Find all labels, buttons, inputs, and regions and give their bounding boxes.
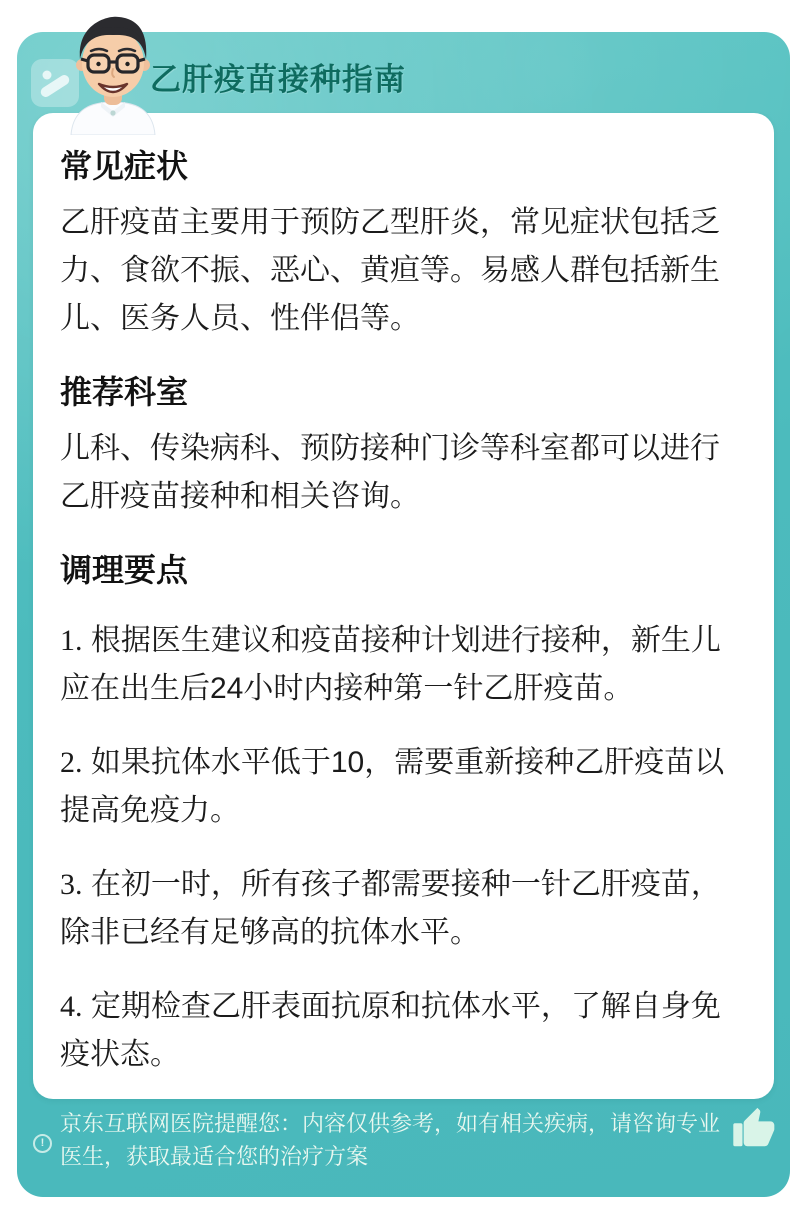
avatar [53,7,173,135]
list-item-3-number: 3. [60,868,83,901]
section-heading-care-points: 调理要点 [60,552,189,588]
section-paragraph-symptoms: 乙肝疫苗主要用于预防乙型肝炎，常见症状包括乏力、食欲不振、恶心、黄疸等。易感人群包括新生儿、医务人员、性伴侣等。 [60,206,720,335]
list-item-3 [60,861,747,957]
section-paragraph-departments: 儿科、传染病科、预防接种门诊等科室都可以进行乙肝疫苗接种和相关咨询。 [60,432,720,513]
list-item-2-number: 2. [60,746,83,779]
list-item-3-text: 在初一时，所有孩子都需要接种一针乙肝疫苗，除非已经有足够高的抗体水平。 [60,868,721,949]
list-item-4-text: 定期检查乙肝表面抗原和抗体水平，了解自身免疫状态。 [60,990,721,1071]
list-item-2-text: 如果抗体水平低于10，需要重新接种乙肝疫苗以提高免疫力。 [60,746,725,827]
message-bubble [17,32,790,1197]
list-item-1-text: 根据医生建议和疫苗接种计划进行接种，新生儿应在出生后24小时内接种第一针乙肝疫苗。 [60,624,721,705]
list-item-1-number: 1. [60,624,83,657]
article-card [33,113,774,1099]
page-title: 乙肝疫苗接种指南 [150,62,406,97]
disclaimer-footer [17,1093,790,1197]
list-item-1 [60,617,747,713]
list-item-2 [60,739,747,835]
disclaimer-text: 京东互联网医院提醒您：内容仅供参考，如有相关疾病，请咨询专业医生，获取最适合您的治疗方案 [60,1111,721,1169]
list-item-4-number: 4. [60,990,83,1023]
thumbs-up-icon[interactable] [730,1106,778,1157]
section-heading-departments: 推荐科室 [60,374,189,410]
doctor-avatar-illustration [53,7,173,135]
list-item-4 [60,983,747,1079]
section-heading-symptoms: 常见症状 [60,148,189,184]
exclamation-circle-icon: ! [33,1134,52,1153]
header [17,32,790,112]
